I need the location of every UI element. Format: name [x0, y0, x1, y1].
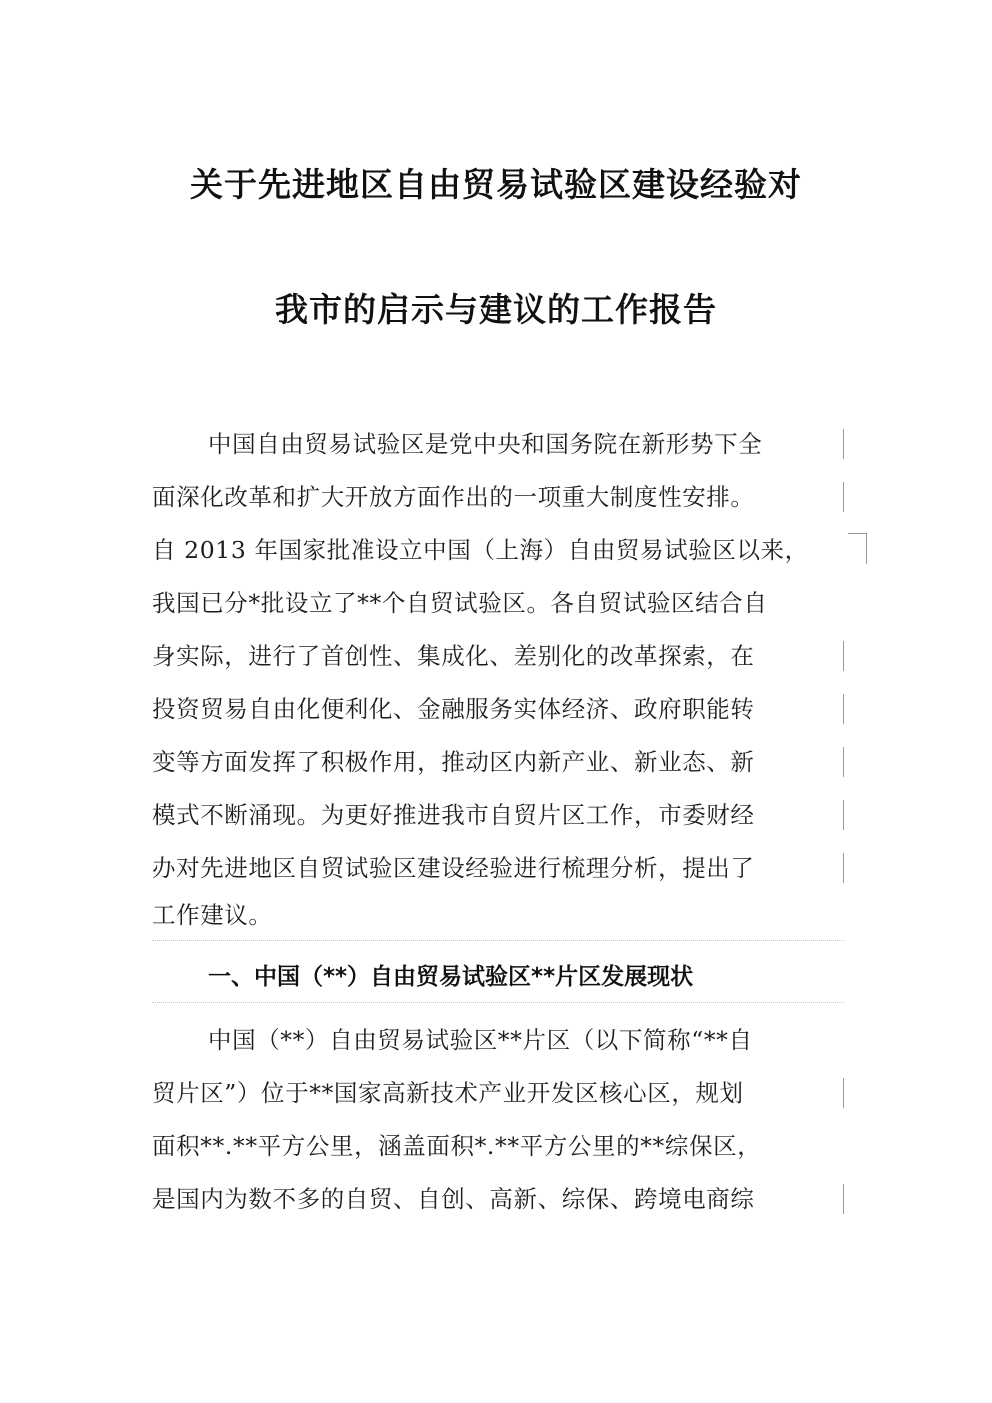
margin-mark [843, 429, 844, 459]
paragraph-line: 身实际，进行了首创性、集成化、差别化的改革探索，在 [152, 642, 755, 670]
paragraph-line: 办对先进地区自贸试验区建设经验进行梳理分析，提出了 [152, 854, 755, 882]
paragraph-line: 我国已分*批设立了**个自贸试验区。各自贸试验区结合自 [152, 589, 768, 617]
paragraph-line: 投资贸易自由化便利化、金融服务实体经济、政府职能转 [152, 695, 755, 723]
paragraph-line: 中国自由贸易试验区是党中央和国务院在新形势下全 [208, 430, 763, 458]
paragraph-line: 贸片区”）位于**国家高新技术产业开发区核心区，规划 [152, 1079, 744, 1107]
document-title-line-2: 我市的启示与建议的工作报告 [275, 290, 717, 329]
section-heading: 一、中国（**）自由贸易试验区**片区发展现状 [208, 964, 694, 990]
margin-mark [843, 482, 844, 512]
margin-mark [843, 800, 844, 830]
margin-mark [843, 747, 844, 777]
margin-corner-mark [848, 533, 867, 564]
margin-mark [843, 853, 844, 883]
document-title-line-1: 关于先进地区自由贸易试验区建设经验对 [190, 165, 802, 204]
paragraph-line: 中国（**）自由贸易试验区**片区（以下简称“**自 [208, 1026, 753, 1054]
paragraph-line: 是国内为数不多的自贸、自创、高新、综保、跨境电商综 [152, 1185, 755, 1213]
margin-mark [843, 1184, 844, 1214]
paragraph-line: 模式不断涌现。为更好推进我市自贸片区工作，市委财经 [152, 801, 755, 829]
paragraph-line: 面积**.**平方公里，涵盖面积*.**平方公里的**综保区， [152, 1132, 762, 1160]
margin-mark [843, 1078, 844, 1108]
paragraph-divider [152, 1002, 844, 1003]
paragraph-line: 工作建议。 [152, 901, 273, 929]
paragraph-line: 变等方面发挥了积极作用，推动区内新产业、新业态、新 [152, 748, 755, 776]
paragraph-line: 自 2013 年国家批准设立中国（上海）自由贸易试验区以来， [152, 536, 809, 564]
paragraph-divider [152, 940, 844, 941]
margin-mark [843, 694, 844, 724]
margin-mark [843, 641, 844, 671]
paragraph-line: 面深化改革和扩大开放方面作出的一项重大制度性安排。 [152, 483, 755, 511]
